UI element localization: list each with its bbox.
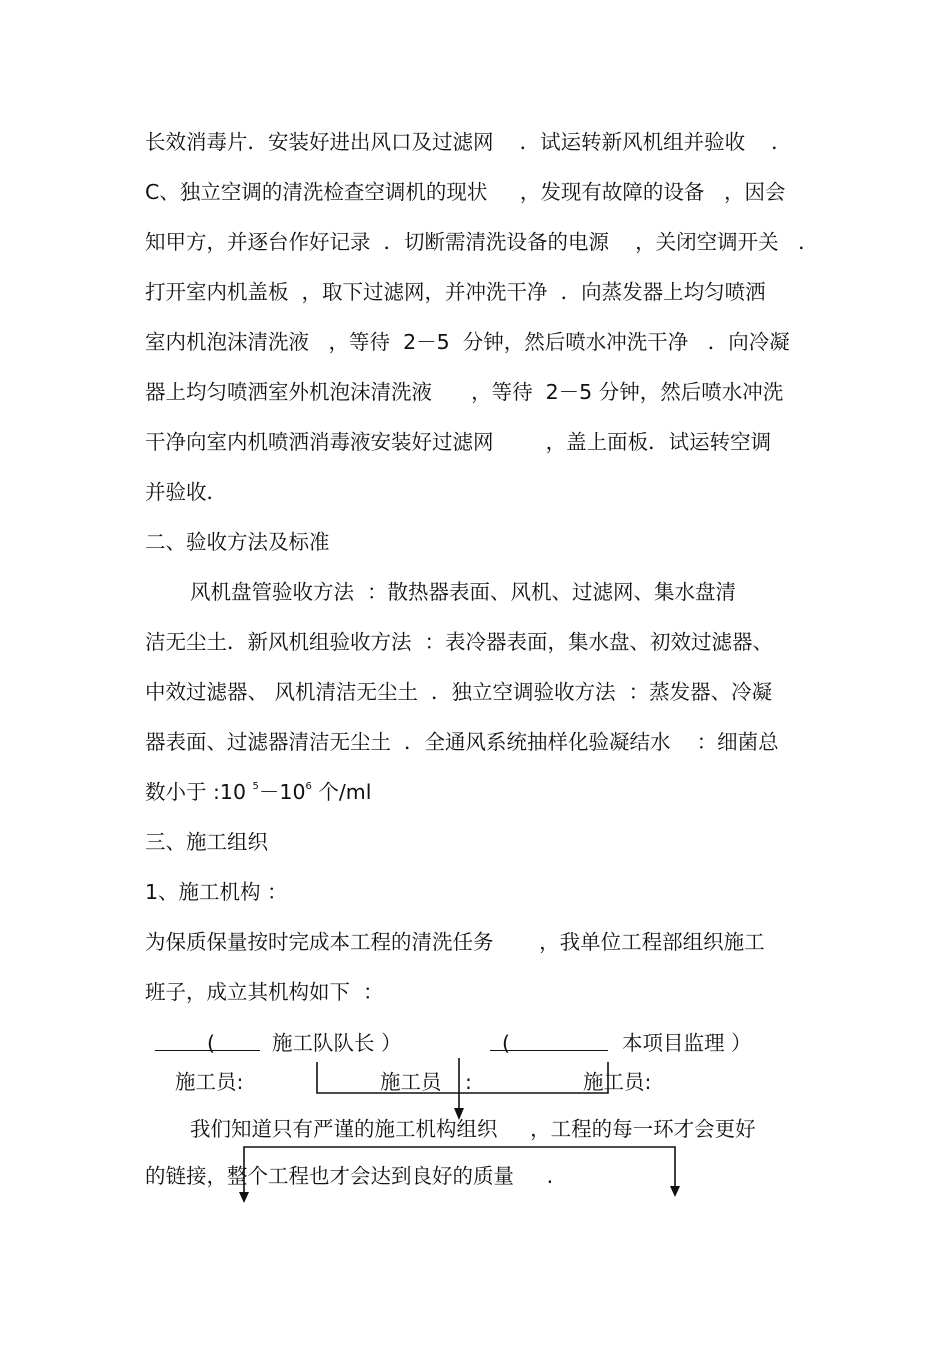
org-leader-label: 施工队队长 ） [272,1031,402,1055]
paragraph-line: 知甲方，并逐台作好记录 ．切断需清洗设备的电源 ，关闭空调开关 ． [145,230,819,254]
section-heading: 三、施工组织 [145,830,268,854]
paragraph-line: 室内机泡沫清洗液 ，等待 2－5 分钟，然后喷水冲洗干净 ．向冷凝 [145,330,790,354]
sub-heading: 1、施工机构 ： [145,880,288,904]
paragraph-line: 并验收． [145,480,227,504]
bacteria-mid: －10 [258,780,306,804]
arrow-head [670,1186,680,1197]
org-worker-colon: : [465,1070,472,1094]
paragraph-line: 的链接，整个工程也才会达到良好的质量 . [145,1164,554,1188]
bacteria-suffix: 个/ml [311,780,372,804]
paragraph-line: 我们知道只有严谨的施工机构组织 ，工程的每一环才会更好 [190,1117,756,1141]
paragraph-line: 班子，成立其机构如下 ： [145,980,384,1004]
paragraph-line: 中效过滤器、 风机清洁无尘土 ．独立空调验收方法 ：蒸发器、冷凝 [145,680,773,704]
connector-bracket [317,1062,608,1093]
bacteria-prefix: 数小于 :10 [145,780,253,804]
paragraph-line: 打开室内机盖板 ，取下过滤网，并冲洗干净 ．向蒸发器上均匀喷洒 [145,280,766,304]
org-worker-label: 施工员 [380,1070,449,1094]
paragraph-line: 器上均匀喷洒室外机泡沫清洗液 ，等待 2－5 分钟，然后喷水冲洗 [145,380,784,404]
leader-paren: ( [207,1031,215,1055]
paragraph-line: 洁无尘土．新风机组验收方法 ：表冷器表面，集水盘、初效过滤器、 [145,630,774,654]
paragraph-line: 干净向室内机喷洒消毒液安装好过滤网 ，盖上面板．试运转空调 [145,430,772,454]
org-worker-label: 施工员: [583,1070,652,1094]
paragraph-line: 风机盘管验收方法 ：散热器表面、风机、过滤网、集水盘清 [190,580,737,604]
paragraph-line: 长效消毒片．安装好进出风口及过滤网 ．试运转新风机组并验收 ． [145,130,792,154]
exponent: 6 [305,781,312,792]
paragraph-line: C、独立空调的清洗检查空调机的现状 ，发现有故障的设备 ，因会 [145,180,786,204]
org-worker-label: 施工员: [175,1070,244,1094]
supervisor-paren: ( [502,1031,510,1055]
exponent: 5 [252,781,259,792]
paragraph-line: 为保质保量按时完成本工程的清洗任务 ，我单位工程部组织施工 [145,930,765,954]
section-heading: 二、验收方法及标准 [145,530,330,554]
org-supervisor-label: 本项目监理 ） [622,1031,752,1055]
arrow-head [239,1192,249,1203]
paragraph-line: 器表面、过滤器清洁无尘土 ．全通风系统抽样化验凝结水 ：细菌总 [145,730,779,754]
